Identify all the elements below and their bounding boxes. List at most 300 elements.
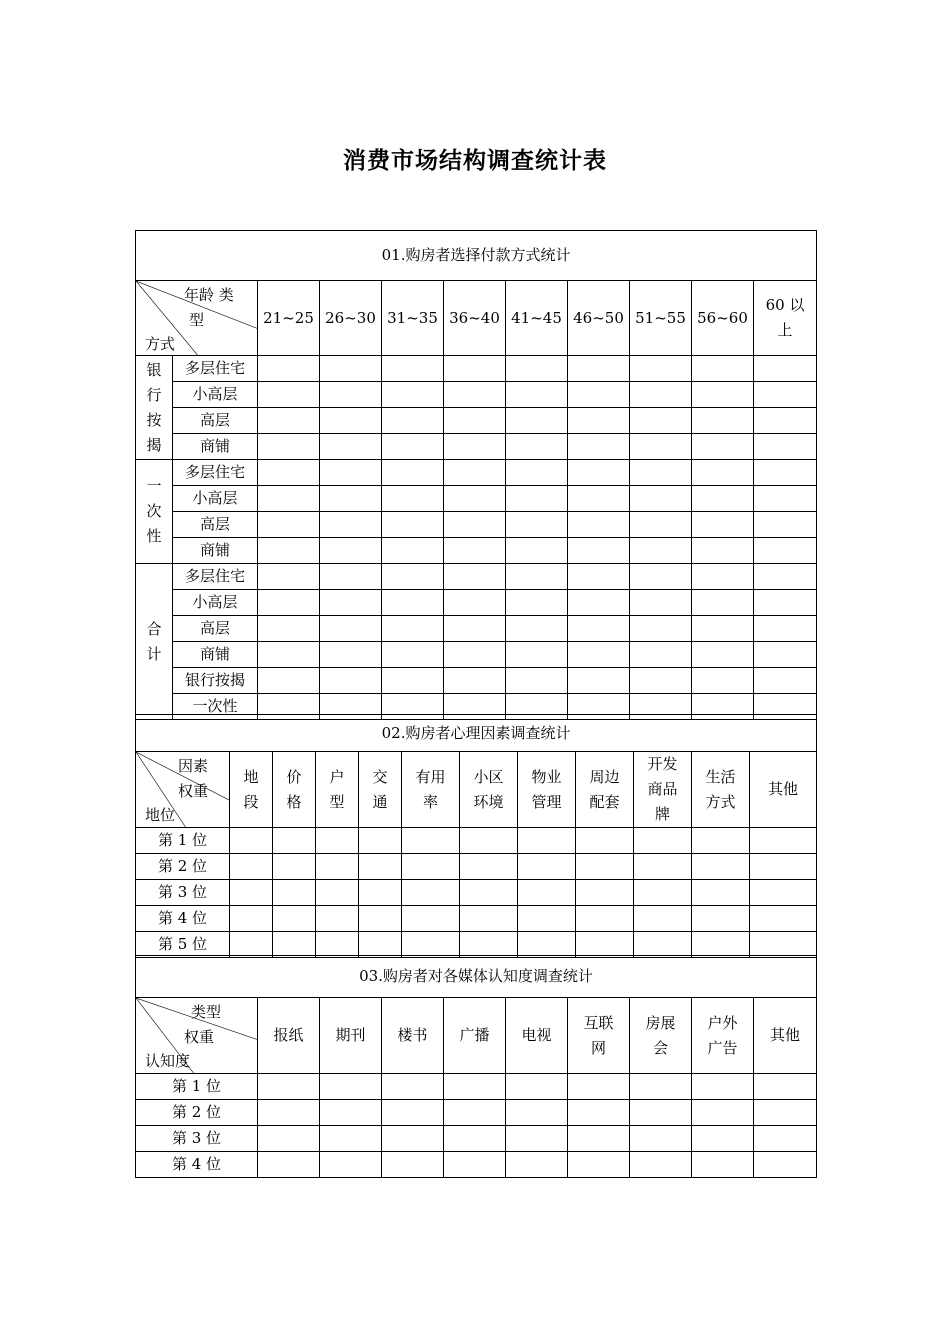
column-header: 26~30 (320, 281, 382, 356)
table-row (136, 590, 817, 616)
data-cell[interactable] (506, 408, 568, 434)
data-cell[interactable] (576, 932, 634, 958)
column-header: 物业管理 (518, 752, 576, 828)
data-cell[interactable] (444, 512, 506, 538)
table-row (136, 880, 817, 906)
data-cell[interactable] (460, 906, 518, 932)
table-row (136, 616, 817, 642)
section-heading: 02.购房者心理因素调查统计 (136, 715, 817, 752)
data-cell[interactable] (576, 828, 634, 854)
row-label: 银行按揭 (173, 668, 258, 694)
data-cell[interactable] (630, 564, 692, 590)
data-cell[interactable] (518, 906, 576, 932)
data-cell[interactable] (258, 382, 320, 408)
data-cell[interactable] (506, 642, 568, 668)
data-cell[interactable] (568, 1152, 630, 1178)
data-cell[interactable] (630, 382, 692, 408)
data-cell[interactable] (258, 1074, 320, 1100)
data-cell[interactable] (754, 668, 817, 694)
data-cell[interactable] (692, 408, 754, 434)
group-label-char: 揭 (146, 435, 162, 454)
data-cell[interactable] (444, 538, 506, 564)
data-cell[interactable] (692, 668, 754, 694)
data-cell[interactable] (568, 408, 630, 434)
corner-top-label: 年龄 类 (184, 286, 234, 304)
data-cell[interactable] (460, 932, 518, 958)
data-cell[interactable] (576, 906, 634, 932)
data-cell[interactable] (630, 1074, 692, 1100)
column-header: 开发商品牌 (634, 752, 692, 828)
data-cell[interactable] (506, 486, 568, 512)
row-label: 多层住宅 (173, 564, 258, 590)
table-row (136, 356, 817, 382)
data-cell[interactable] (444, 1152, 506, 1178)
table-row (136, 434, 817, 460)
table-row (136, 854, 817, 880)
column-header: 生活方式 (692, 752, 750, 828)
data-cell[interactable] (630, 408, 692, 434)
data-cell[interactable] (316, 854, 359, 880)
data-cell[interactable] (692, 434, 754, 460)
data-cell[interactable] (359, 828, 402, 854)
data-cell[interactable] (444, 408, 506, 434)
data-cell[interactable] (230, 906, 273, 932)
table-row (136, 460, 817, 486)
data-cell[interactable] (258, 460, 320, 486)
column-header: 36~40 (444, 281, 506, 356)
column-header: 56~60 (692, 281, 754, 356)
data-cell[interactable] (230, 828, 273, 854)
data-cell[interactable] (506, 1152, 568, 1178)
table-row (136, 538, 817, 564)
data-cell[interactable] (506, 538, 568, 564)
data-cell[interactable] (518, 828, 576, 854)
column-header: 互联网 (568, 998, 630, 1074)
table-row (136, 828, 817, 854)
data-cell[interactable] (692, 382, 754, 408)
data-cell[interactable] (754, 356, 817, 382)
data-cell[interactable] (754, 1074, 817, 1100)
row-label: 第 2 位 (136, 854, 230, 880)
corner-bottom-label: 地位 (145, 806, 176, 824)
data-cell[interactable] (754, 408, 817, 434)
data-cell[interactable] (320, 564, 382, 590)
data-cell[interactable] (630, 486, 692, 512)
data-cell[interactable] (518, 880, 576, 906)
column-header: 51~55 (630, 281, 692, 356)
data-cell[interactable] (568, 486, 630, 512)
group-label (136, 460, 173, 564)
row-label: 多层住宅 (173, 356, 258, 382)
data-cell[interactable] (568, 356, 630, 382)
data-cell[interactable] (754, 1126, 817, 1152)
row-label: 高层 (173, 616, 258, 642)
data-cell[interactable] (692, 486, 754, 512)
data-cell[interactable] (258, 408, 320, 434)
data-cell[interactable] (382, 408, 444, 434)
data-cell[interactable] (630, 356, 692, 382)
column-header: 60 以上 (754, 281, 817, 356)
column-header: 房展会 (630, 998, 692, 1074)
data-cell[interactable] (750, 828, 817, 854)
data-cell[interactable] (568, 642, 630, 668)
table-row (136, 1126, 817, 1152)
data-cell[interactable] (444, 356, 506, 382)
data-cell[interactable] (444, 590, 506, 616)
data-cell[interactable] (692, 512, 754, 538)
data-cell[interactable] (382, 1152, 444, 1178)
group-label-char: 按 (146, 410, 162, 429)
data-cell[interactable] (506, 382, 568, 408)
data-cell[interactable] (444, 434, 506, 460)
data-cell[interactable] (444, 616, 506, 642)
data-cell[interactable] (444, 382, 506, 408)
corner-bottom-label: 方式 (145, 335, 176, 353)
data-cell[interactable] (754, 1152, 817, 1178)
data-cell[interactable] (320, 460, 382, 486)
data-cell[interactable] (320, 434, 382, 460)
data-cell[interactable] (630, 434, 692, 460)
corner-bottom-label: 认知度 (145, 1052, 191, 1070)
row-label: 小高层 (173, 590, 258, 616)
column-header: 周边配套 (576, 752, 634, 828)
data-cell[interactable] (258, 538, 320, 564)
data-cell[interactable] (316, 932, 359, 958)
data-cell[interactable] (460, 854, 518, 880)
data-cell[interactable] (754, 642, 817, 668)
data-cell[interactable] (750, 932, 817, 958)
data-cell[interactable] (750, 906, 817, 932)
table-row (136, 512, 817, 538)
row-label: 第 4 位 (136, 906, 230, 932)
data-cell[interactable] (634, 828, 692, 854)
data-cell[interactable] (518, 932, 576, 958)
data-cell[interactable] (692, 1126, 754, 1152)
table-row (136, 642, 817, 668)
corner-mid-label: 型 (189, 311, 205, 329)
data-cell[interactable] (273, 932, 316, 958)
data-cell[interactable] (258, 616, 320, 642)
data-cell[interactable] (359, 906, 402, 932)
data-cell[interactable] (754, 616, 817, 642)
group-label-char: 一 (146, 477, 162, 495)
data-cell[interactable] (630, 1152, 692, 1178)
table-row (136, 564, 817, 590)
data-cell[interactable] (444, 642, 506, 668)
data-cell[interactable] (568, 512, 630, 538)
row-label: 第 1 位 (136, 828, 230, 854)
data-cell[interactable] (630, 512, 692, 538)
group-label-char: 性 (146, 527, 162, 545)
data-cell[interactable] (444, 1100, 506, 1126)
media-awareness-table (135, 955, 817, 1178)
data-cell[interactable] (506, 1100, 568, 1126)
data-cell[interactable] (568, 564, 630, 590)
data-cell[interactable] (258, 1100, 320, 1126)
column-header: 电视 (506, 998, 568, 1074)
data-cell[interactable] (754, 460, 817, 486)
data-cell[interactable] (258, 590, 320, 616)
data-cell[interactable] (506, 564, 568, 590)
data-cell[interactable] (754, 434, 817, 460)
page-title: 消费市场结构调查统计表 (343, 147, 607, 174)
data-cell[interactable] (382, 564, 444, 590)
column-header: 户型 (316, 752, 359, 828)
data-cell[interactable] (630, 668, 692, 694)
data-cell[interactable] (382, 1126, 444, 1152)
data-cell[interactable] (359, 932, 402, 958)
data-cell[interactable] (750, 854, 817, 880)
data-cell[interactable] (506, 668, 568, 694)
data-cell[interactable] (359, 880, 402, 906)
psychology-factor-table (135, 714, 817, 958)
data-cell[interactable] (692, 1100, 754, 1126)
column-header: 广播 (444, 998, 506, 1074)
data-cell[interactable] (320, 1074, 382, 1100)
data-cell[interactable] (506, 616, 568, 642)
data-cell[interactable] (258, 1126, 320, 1152)
data-cell[interactable] (692, 1074, 754, 1100)
data-cell[interactable] (568, 460, 630, 486)
data-cell[interactable] (444, 486, 506, 512)
data-cell[interactable] (692, 590, 754, 616)
data-cell[interactable] (692, 854, 750, 880)
corner-header (136, 752, 230, 828)
column-header: 期刊 (320, 998, 382, 1074)
data-cell[interactable] (750, 880, 817, 906)
data-cell[interactable] (258, 356, 320, 382)
data-cell[interactable] (382, 460, 444, 486)
data-cell[interactable] (258, 486, 320, 512)
data-cell[interactable] (692, 616, 754, 642)
data-cell[interactable] (320, 1152, 382, 1178)
section-heading: 03.购房者对各媒体认知度调查统计 (136, 956, 817, 998)
data-cell[interactable] (258, 564, 320, 590)
data-cell[interactable] (402, 906, 460, 932)
row-label: 高层 (173, 408, 258, 434)
data-cell[interactable] (316, 828, 359, 854)
data-cell[interactable] (382, 1074, 444, 1100)
data-cell[interactable] (273, 906, 316, 932)
group-label-char: 银 (146, 360, 162, 379)
data-cell[interactable] (692, 828, 750, 854)
data-cell[interactable] (402, 932, 460, 958)
data-cell[interactable] (316, 906, 359, 932)
data-cell[interactable] (402, 828, 460, 854)
data-cell[interactable] (382, 616, 444, 642)
data-cell[interactable] (692, 460, 754, 486)
data-cell[interactable] (444, 564, 506, 590)
data-cell[interactable] (518, 854, 576, 880)
table-row (136, 668, 817, 694)
row-label: 小高层 (173, 382, 258, 408)
data-cell[interactable] (692, 564, 754, 590)
data-cell[interactable] (630, 590, 692, 616)
column-header: 其他 (750, 752, 817, 828)
data-cell[interactable] (382, 642, 444, 668)
data-cell[interactable] (634, 854, 692, 880)
data-cell[interactable] (692, 538, 754, 564)
data-cell[interactable] (460, 828, 518, 854)
data-cell[interactable] (444, 1074, 506, 1100)
data-cell[interactable] (630, 538, 692, 564)
data-cell[interactable] (754, 512, 817, 538)
data-cell[interactable] (382, 512, 444, 538)
data-cell[interactable] (320, 538, 382, 564)
data-cell[interactable] (258, 434, 320, 460)
data-cell[interactable] (630, 642, 692, 668)
data-cell[interactable] (444, 668, 506, 694)
column-header: 报纸 (258, 998, 320, 1074)
data-cell[interactable] (382, 590, 444, 616)
data-cell[interactable] (692, 880, 750, 906)
data-cell[interactable] (320, 616, 382, 642)
row-label: 第 2 位 (136, 1100, 258, 1126)
data-cell[interactable] (506, 590, 568, 616)
data-cell[interactable] (506, 512, 568, 538)
data-cell[interactable] (754, 538, 817, 564)
data-cell[interactable] (634, 932, 692, 958)
data-cell[interactable] (692, 932, 750, 958)
row-label: 多层住宅 (173, 460, 258, 486)
data-cell[interactable] (258, 1152, 320, 1178)
data-cell[interactable] (634, 880, 692, 906)
data-cell[interactable] (444, 460, 506, 486)
group-label (136, 356, 173, 460)
data-cell[interactable] (754, 486, 817, 512)
data-cell[interactable] (320, 382, 382, 408)
table-row (136, 906, 817, 932)
data-cell[interactable] (634, 906, 692, 932)
data-cell[interactable] (258, 512, 320, 538)
row-label: 第 4 位 (136, 1152, 258, 1178)
data-cell[interactable] (506, 1074, 568, 1100)
data-cell[interactable] (568, 434, 630, 460)
data-cell[interactable] (692, 906, 750, 932)
data-cell[interactable] (273, 828, 316, 854)
data-cell[interactable] (382, 356, 444, 382)
data-cell[interactable] (576, 880, 634, 906)
data-cell[interactable] (692, 356, 754, 382)
column-header: 小区环境 (460, 752, 518, 828)
data-cell[interactable] (506, 356, 568, 382)
column-header: 21~25 (258, 281, 320, 356)
data-cell[interactable] (273, 854, 316, 880)
data-cell[interactable] (230, 854, 273, 880)
data-cell[interactable] (320, 512, 382, 538)
table-row (136, 486, 817, 512)
data-cell[interactable] (568, 1074, 630, 1100)
data-cell[interactable] (754, 382, 817, 408)
data-cell[interactable] (568, 590, 630, 616)
row-label: 商铺 (173, 642, 258, 668)
data-cell[interactable] (692, 642, 754, 668)
corner-mid-label: 权重 (184, 1028, 215, 1046)
data-cell[interactable] (382, 668, 444, 694)
data-cell[interactable] (320, 668, 382, 694)
column-header: 31~35 (382, 281, 444, 356)
data-cell[interactable] (460, 880, 518, 906)
group-label (136, 564, 173, 720)
data-cell[interactable] (402, 880, 460, 906)
data-cell[interactable] (568, 382, 630, 408)
data-cell[interactable] (258, 668, 320, 694)
corner-top-label: 类型 (191, 1003, 222, 1021)
data-cell[interactable] (316, 880, 359, 906)
table-row (136, 1152, 817, 1178)
data-cell[interactable] (692, 1152, 754, 1178)
data-cell[interactable] (568, 616, 630, 642)
data-cell[interactable] (320, 356, 382, 382)
data-cell[interactable] (630, 460, 692, 486)
corner-top-label: 因素 (178, 757, 209, 775)
data-cell[interactable] (359, 854, 402, 880)
column-header: 地段 (230, 752, 273, 828)
data-cell[interactable] (320, 408, 382, 434)
data-cell[interactable] (273, 880, 316, 906)
column-header: 楼书 (382, 998, 444, 1074)
group-label-char: 行 (146, 385, 162, 404)
data-cell[interactable] (568, 668, 630, 694)
data-cell[interactable] (568, 1100, 630, 1126)
row-label: 商铺 (173, 538, 258, 564)
data-cell[interactable] (382, 382, 444, 408)
data-cell[interactable] (320, 486, 382, 512)
data-cell[interactable] (568, 538, 630, 564)
data-cell[interactable] (230, 932, 273, 958)
data-cell[interactable] (754, 564, 817, 590)
data-cell[interactable] (382, 434, 444, 460)
data-cell[interactable] (754, 590, 817, 616)
data-cell[interactable] (258, 642, 320, 668)
data-cell[interactable] (320, 1100, 382, 1126)
data-cell[interactable] (382, 1100, 444, 1126)
group-label-char: 计 (146, 644, 162, 663)
data-cell[interactable] (630, 1100, 692, 1126)
row-label: 一次性 (173, 694, 258, 720)
data-cell[interactable] (506, 460, 568, 486)
data-cell[interactable] (506, 434, 568, 460)
row-label: 第 3 位 (136, 1126, 258, 1152)
table-row (136, 408, 817, 434)
data-cell[interactable] (576, 854, 634, 880)
data-cell[interactable] (630, 1126, 692, 1152)
data-cell[interactable] (382, 538, 444, 564)
data-cell[interactable] (320, 1126, 382, 1152)
data-cell[interactable] (402, 854, 460, 880)
data-cell[interactable] (320, 590, 382, 616)
data-cell[interactable] (320, 642, 382, 668)
table-row (136, 1074, 817, 1100)
column-header: 有用率 (402, 752, 460, 828)
row-label: 高层 (173, 512, 258, 538)
data-cell[interactable] (382, 486, 444, 512)
column-header: 户外广告 (692, 998, 754, 1074)
row-label: 第 1 位 (136, 1074, 258, 1100)
data-cell[interactable] (230, 880, 273, 906)
data-cell[interactable] (568, 1126, 630, 1152)
data-cell[interactable] (506, 1126, 568, 1152)
data-cell[interactable] (444, 1126, 506, 1152)
corner-header (136, 998, 258, 1074)
row-label: 第 5 位 (136, 932, 230, 958)
table-row (136, 382, 817, 408)
data-cell[interactable] (630, 616, 692, 642)
column-header: 其他 (754, 998, 817, 1074)
payment-method-table (135, 230, 817, 720)
data-cell[interactable] (754, 1100, 817, 1126)
column-header: 46~50 (568, 281, 630, 356)
